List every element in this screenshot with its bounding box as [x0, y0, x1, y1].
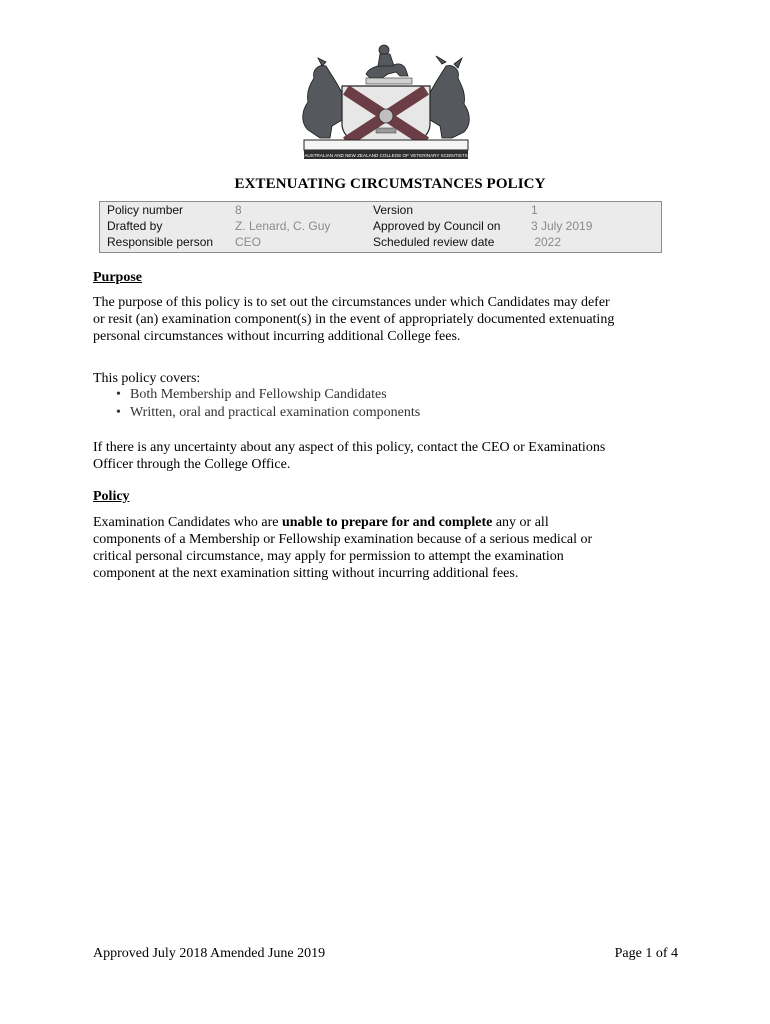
list-item: [116, 386, 420, 404]
policy-text: Examination Candidates who are: [93, 515, 282, 530]
right-supporter-cow: [428, 56, 469, 138]
meta-label: Scheduled review date: [373, 235, 495, 249]
purpose-heading: Purpose: [93, 270, 142, 285]
meta-value: CEO: [235, 235, 262, 249]
meta-label: Responsible person: [107, 235, 214, 249]
meta-value: 8: [235, 203, 242, 217]
left-supporter-dog: [303, 58, 344, 138]
paragraph-line: components of a Membership or Fellowship examination because of a serious medical or: [93, 532, 593, 547]
purpose-paragraph: [93, 294, 693, 345]
paragraph-line: personal circumstances without incurring additional College fees.: [93, 329, 461, 344]
policy-heading: Policy: [93, 489, 130, 504]
paragraph-line: critical personal circumstance, may apply for permission to attempt the examination: [93, 549, 564, 564]
footer-approval-note: Approved July 2018 Amended June 2019: [93, 946, 326, 961]
meta-label: Approved by Council on: [373, 219, 501, 233]
meta-label: Policy number: [107, 203, 184, 217]
meta-value: 1: [531, 203, 538, 217]
svg-text:AUSTRALIAN AND NEW ZEALAND COL: AUSTRALIAN AND NEW ZEALAND COLLEGE OF VETERINARY SCIENTISTS: [304, 153, 468, 158]
meta-value: Z. Lenard, C. Guy: [235, 219, 331, 233]
paragraph-line: If there is any uncertainty about any aspect of this policy, contact the CEO or Examinations: [93, 440, 606, 455]
bullet-icon: •: [116, 387, 121, 402]
meta-row: [100, 203, 661, 219]
meta-value: 3 July 2019: [531, 219, 593, 233]
covers-intro: This policy covers:: [93, 371, 201, 386]
list-item: [116, 404, 420, 422]
list-item-text: Both Membership and Fellowship Candidates: [130, 387, 387, 402]
meta-label: Drafted by: [107, 219, 163, 233]
policy-meta-table: [99, 201, 662, 253]
policy-title: EXTENUATING CIRCUMSTANCES POLICY: [234, 176, 546, 192]
crest-top-figure: [366, 45, 408, 78]
covers-bullet-list: [116, 386, 420, 422]
paragraph-line: Officer through the College Office.: [93, 457, 291, 472]
meta-row: [100, 219, 661, 235]
list-item-text: Written, oral and practical examination components: [130, 405, 421, 420]
page-number: Page 1 of 4: [614, 946, 678, 961]
meta-value: 2022: [531, 235, 562, 249]
policy-paragraph: [93, 514, 693, 582]
paragraph-line: [93, 514, 693, 531]
paragraph-line: The purpose of this policy is to set out the circumstances under which Candidates may defer: [93, 295, 610, 310]
paragraph-line: component at the next examination sitting without incurring additional fees.: [93, 566, 519, 581]
policy-text: any or all: [492, 515, 549, 530]
paragraph-line: or resit (an) examination component(s) in the event of appropriately documented extenuating: [93, 312, 615, 327]
meta-row: [100, 235, 661, 251]
crest-wreath: [366, 78, 412, 84]
college-crest-logo: [296, 36, 476, 164]
meta-label: Version: [373, 203, 414, 217]
motto-scroll: [304, 140, 468, 159]
policy-emphasis: unable to prepare for and complete: [281, 515, 493, 530]
contact-paragraph: [93, 439, 693, 473]
bullet-icon: •: [116, 405, 121, 420]
